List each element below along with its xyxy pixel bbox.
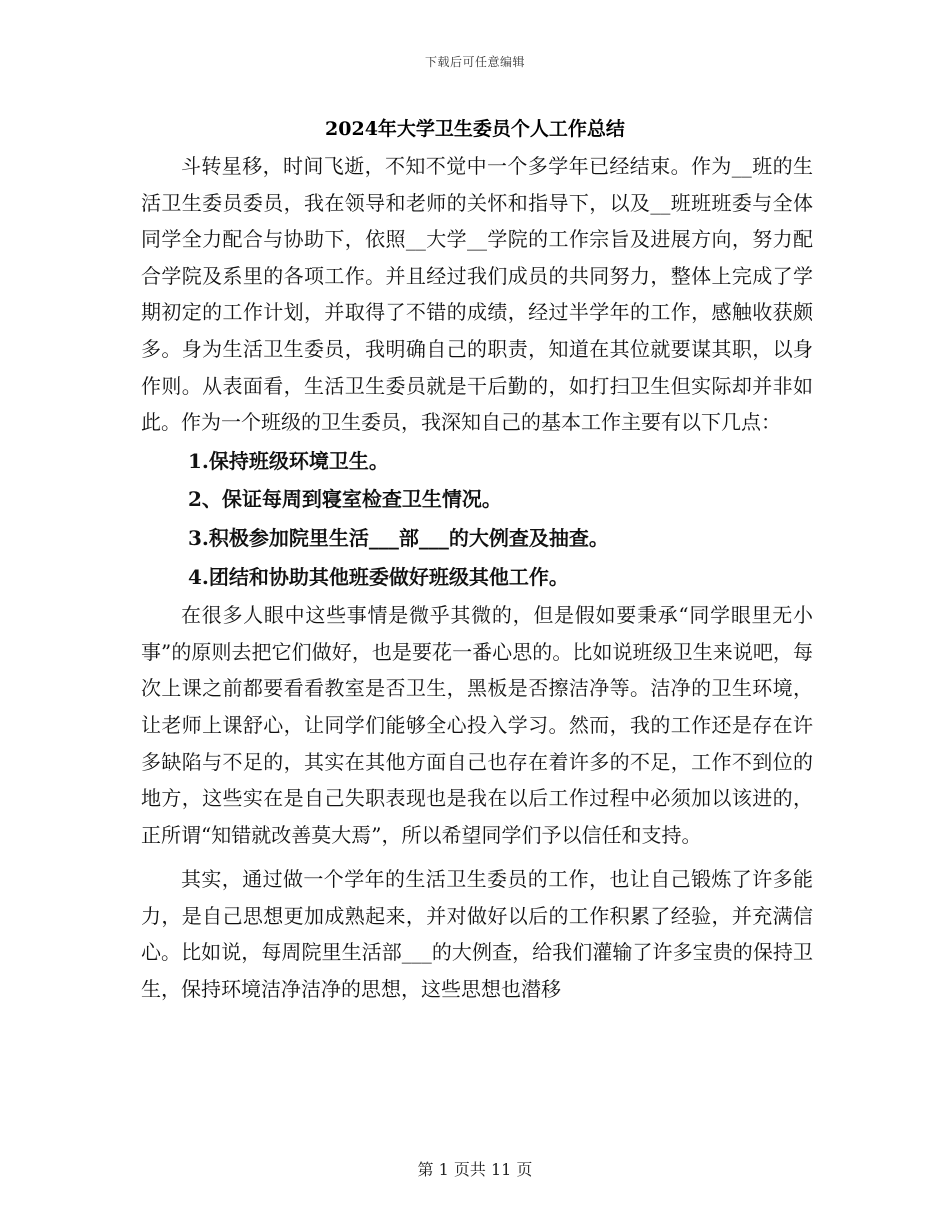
list-item: 2、保证每周到寝室检查卫生情况。 [188, 487, 502, 512]
page-number: 第 1 页共 11 页 [417, 1160, 533, 1179]
document-body [141, 148, 813, 1008]
list-item: 4.团结和协助其他班委做好班级其他工作。 [188, 564, 569, 589]
paragraph-intro: 斗转星移，时间飞逝，不知不觉中一个多学年已经结束。作为__班的生活卫生委员委员，我在领导和老师的关怀和指导下，以及__班班班委与全体同学全力配合与协助下，依照__大学__学院的工作宗旨及进展方向，努力配合学院及系里的各项工作。并且经过我们成员的共同努力，整体上完成了学期初定的工作计划，并取得了不错的成绩，经过半学年的工作，感触收获颇多。身为生活卫生委员，我明确自己的职责，知道在其位就要谋其职，以身作则。从表面看，生活卫生委员就是干后勤的，如打扫卫生但实际却并非如此。作为一个班级的卫生委员，我深知自己的基本工作主要有以下几点： [141, 154, 813, 435]
paragraph-growth: 其实，通过做一个学年的生活卫生委员的工作，也让自己锻炼了许多能力，是自己思想更加成熟起来，并对做好以后的工作积累了经验，并充满信心。比如说，每周院里生活部___的大例查，给我们灌输了许多宝贵的保持卫生，保持环境洁净洁净的思想，这些思想也潜移 [141, 867, 813, 1002]
header-note: 下载后可任意编辑 [424, 55, 525, 69]
document-title: 2024年大学卫生委员个人工作总结 [325, 118, 625, 140]
list-item: 3.积极参加院里生活___部___的大例查及抽查。 [188, 525, 609, 550]
list-item: 1.保持班级环境卫生。 [188, 448, 389, 473]
paragraph-reflection: 在很多人眼中这些事情是微乎其微的，但是假如要秉承“同学眼里无小事”的原则去把它们做好，也是要花一番心思的。比如说班级卫生来说吧，每次上课之前都要看看教室是否卫生，黑板是否擦洁净等。洁净的卫生环境，让老师上课舒心，让同学们能够全心投入学习。然而，我的工作还是存在许多缺陷与不足的，其实在其他方面自己也存在着许多的不足，工作不到位的地方，这些实在是自己失职表现也是我在以后工作过程中必须加以该进的，正所谓“知错就改善莫大焉”，所以希望同学们予以信任和支持。 [141, 603, 813, 847]
